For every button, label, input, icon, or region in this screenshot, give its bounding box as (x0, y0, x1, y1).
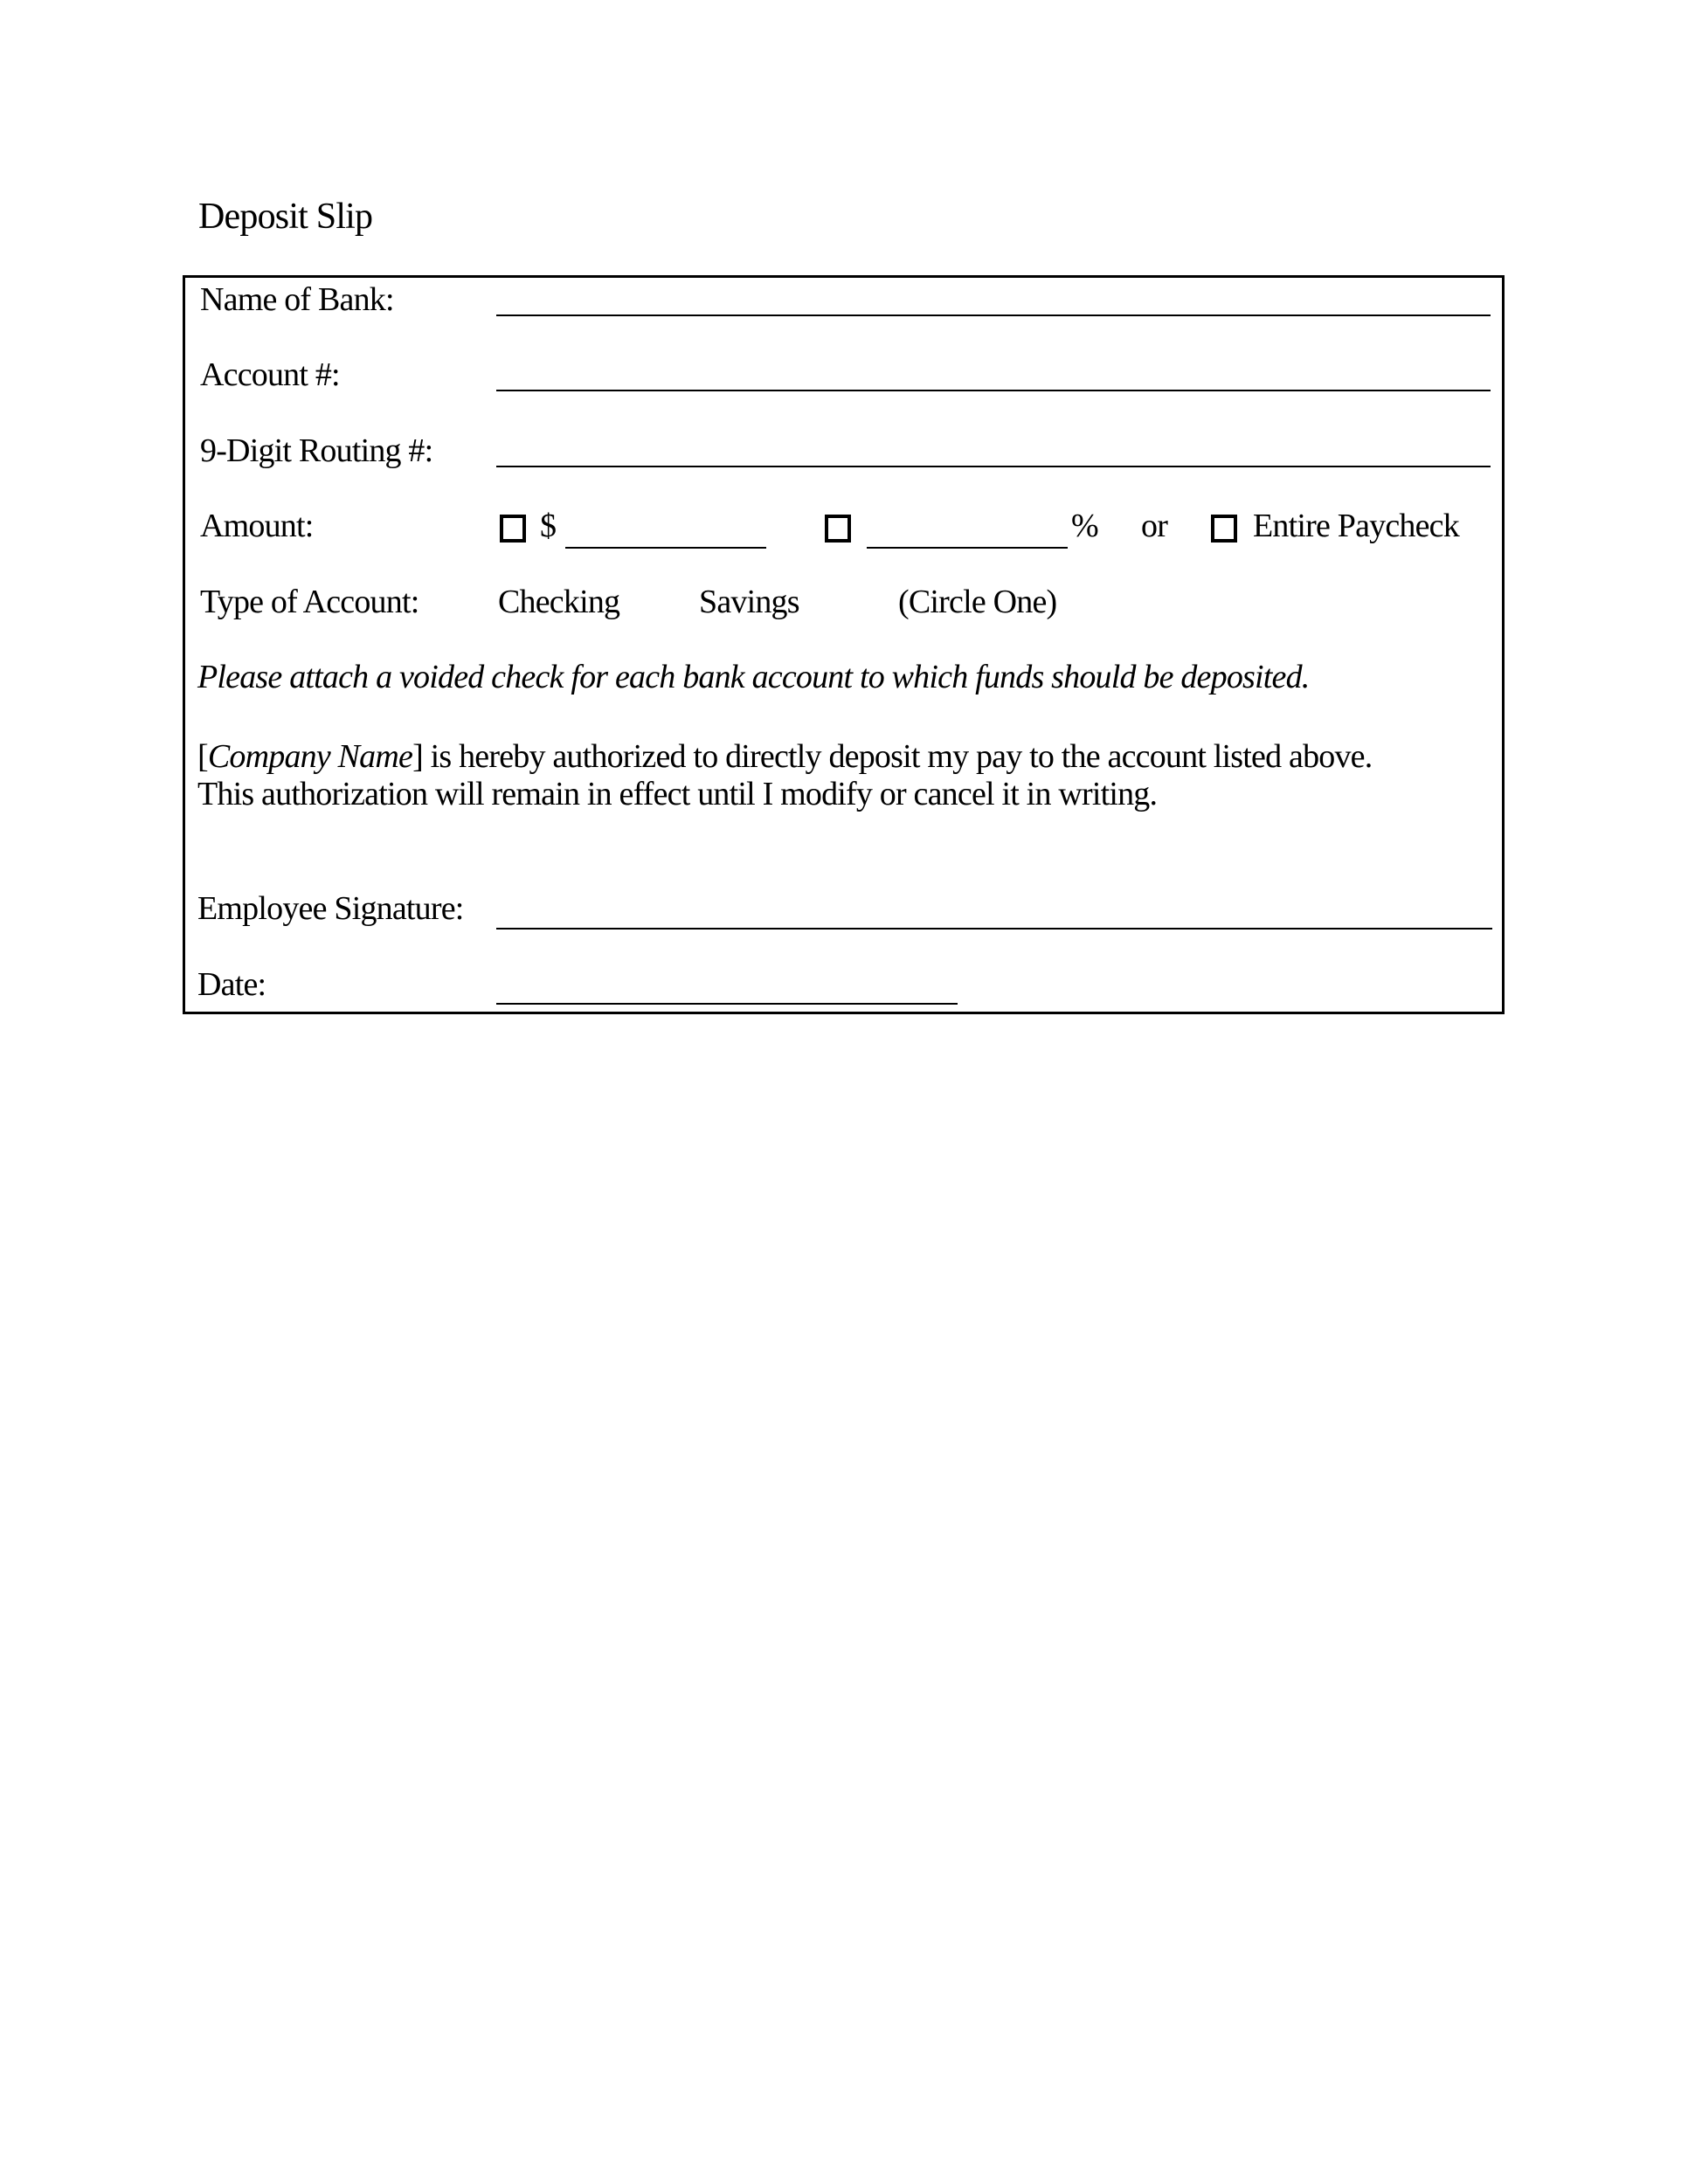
name-of-bank-field-line[interactable] (496, 314, 1491, 316)
employee-signature-field-line[interactable] (496, 928, 1492, 930)
dollar-amount-field-line[interactable] (565, 547, 766, 549)
page-title: Deposit Slip (198, 197, 373, 237)
company-name-placeholder: Company Name (207, 738, 413, 775)
percent-amount-field-line[interactable] (867, 547, 1068, 549)
dollar-sign: $ (540, 508, 557, 544)
type-of-account-label: Type of Account: (200, 584, 419, 620)
routing-number-field-line[interactable] (496, 466, 1491, 467)
or-text: or (1141, 508, 1168, 544)
date-label: Date: (197, 966, 266, 1003)
option-savings[interactable]: Savings (699, 584, 799, 620)
authorization-line2: This authorization will remain in effect until I modify or cancel it in writing. (197, 776, 1158, 812)
amount-label: Amount: (200, 508, 314, 544)
entire-paycheck-checkbox[interactable] (1211, 515, 1237, 543)
account-number-label: Account #: (200, 356, 340, 393)
percent-sign: % (1071, 508, 1098, 544)
date-field-line[interactable] (496, 1003, 958, 1005)
authorization-line1 (197, 737, 1372, 776)
circle-one-instruction: (Circle One) (898, 584, 1057, 620)
authorization-bracket-open: [ (197, 738, 208, 775)
entire-paycheck-label: Entire Paycheck (1253, 508, 1459, 544)
percent-amount-checkbox[interactable] (825, 515, 851, 543)
name-of-bank-label: Name of Bank: (200, 281, 394, 318)
account-number-field-line[interactable] (496, 390, 1491, 391)
routing-number-label: 9-Digit Routing #: (200, 432, 433, 469)
dollar-amount-checkbox[interactable] (500, 515, 526, 543)
voided-check-note: Please attach a voided check for each bank account to which funds should be deposited. (197, 659, 1310, 695)
authorization-line1-rest: ] is hereby authorized to directly deposit my pay to the account listed above. (412, 738, 1373, 775)
option-checking[interactable]: Checking (498, 584, 620, 620)
employee-signature-label: Employee Signature: (197, 890, 464, 927)
